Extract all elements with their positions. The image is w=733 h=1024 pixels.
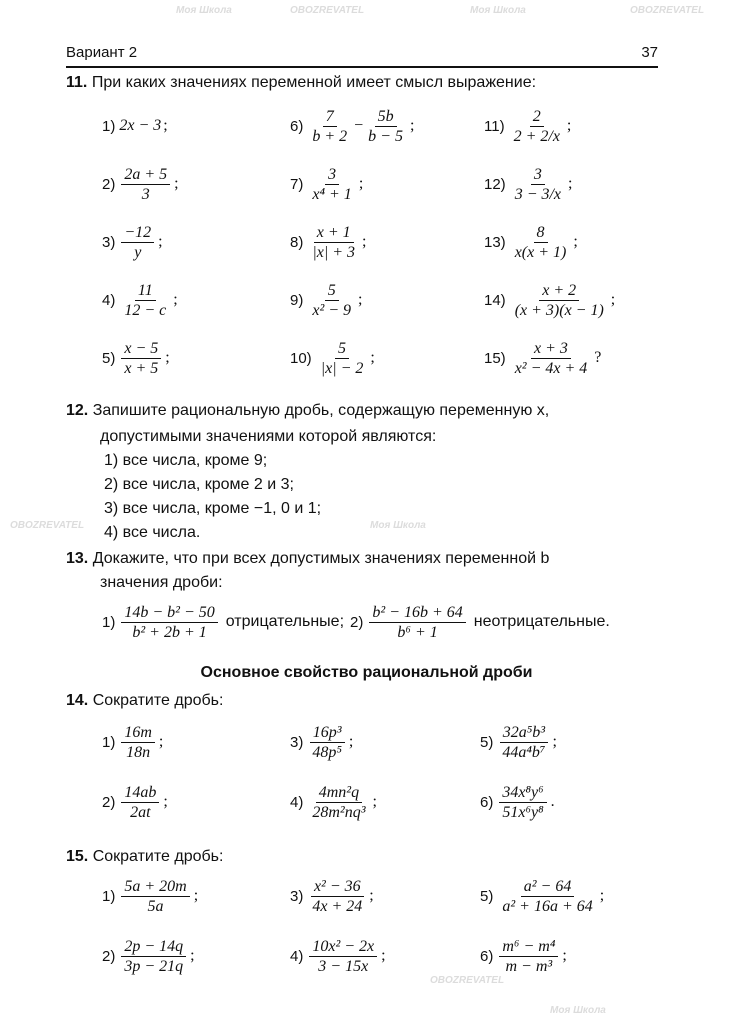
fraction [365,108,406,145]
watermark: OBOZREVATEL [430,975,505,986]
task15-heading [66,848,223,866]
item-label: 3) [290,887,304,905]
denominator: x(x + 1) [514,243,567,261]
fraction [309,784,368,821]
exercise-item [290,720,353,764]
exercise-item [290,336,375,380]
numerator: 2p − 14q [121,938,186,957]
denominator: x² − 9 [312,301,352,319]
denominator: 51x⁶y⁸ [502,803,544,821]
fraction: $\frac{\text{14b − b² − 50}}{\text{b² + 2b + 1}}$ [121,604,217,641]
punctuation: ; [358,175,364,192]
exercise-item [480,720,557,764]
denominator: |x| − 2 [320,359,364,377]
variant-title: Вариант 2 [66,44,138,61]
watermark: Моя Школа [370,520,426,531]
exercise-item [484,336,601,380]
exercise-item [480,874,604,918]
fraction [499,784,546,821]
punctuation: ; [409,117,415,134]
numerator: 8 [534,224,548,243]
punctuation: ; [362,233,367,250]
fraction [512,282,607,319]
denominator: b − 5 [368,127,403,145]
fraction [499,878,595,915]
numerator: x² − 36 [311,878,364,897]
punctuation: ; [358,291,363,308]
denominator: 12 − c [124,301,167,319]
item-label: 11) [484,117,505,135]
fraction [309,878,365,915]
fraction [499,724,548,761]
numerator: 5b [375,108,397,127]
numerator: 3 [531,166,545,185]
numerator: 2a + 5 [121,166,170,185]
item-label: 2) [102,793,116,811]
numerator: x + 3 [531,340,571,359]
exercise-item [484,104,571,148]
task14-heading [66,692,223,710]
item-label: 2) [102,947,116,965]
fraction [121,878,189,915]
punctuation: ; [369,887,374,904]
fraction: $\frac{\text{b² − 16b + 64}}{\text{b⁶ + 1}}$ [369,604,465,641]
fraction [121,340,161,377]
denominator: 28m²nq³ [312,803,366,821]
watermark: OBOZREVATEL [630,5,705,16]
expression: 2x − 3 [119,117,162,134]
item-label: 8) [290,233,304,251]
denominator: |x| + 3 [312,243,356,261]
exercise-item [102,780,168,824]
watermark: OBOZREVATEL [290,5,365,16]
item-label: 12) [484,175,506,193]
numerator: 14ab [121,784,159,803]
exercise-item [102,934,195,978]
fraction [121,224,154,261]
punctuation: ; [568,175,573,192]
fraction [512,340,591,377]
item-label: 5) [480,733,494,751]
item-label: 14) [484,291,506,309]
denominator: 2 + 2/x [513,127,560,145]
denominator: 44a⁴b⁷ [502,743,546,761]
numerator: −12 [121,224,154,243]
punctuation: ; [190,947,195,964]
denominator: (x + 3)(x − 1) [514,301,604,319]
task-number: 11. [66,74,88,91]
task12-option: 3) все числа, кроме −1, 0 и 1; [104,500,322,517]
fraction [499,938,558,975]
numerator: 4mn²q [316,784,362,803]
exercise-item: 6) $\frac{7}{b + 2}$ − $\frac{5b}{b - 5}$ ; [290,107,415,145]
watermark: OBOZREVATEL [10,520,85,531]
item-label: 9) [290,291,304,309]
task12-option: 1) все числа, кроме 9; [104,452,268,469]
task-number: 15. [66,848,89,865]
punctuation: ; [370,349,375,366]
fraction [121,282,169,319]
item-label: 2) [102,175,116,193]
task12-heading [66,402,549,420]
task-text: Сократите дробь: [92,848,224,865]
punctuation: ; [610,291,616,308]
item-label: 6) [480,947,494,965]
fraction [121,784,159,821]
punctuation: ; [165,349,170,366]
denominator: 3 − 3/x [514,185,562,203]
task-text: Докажите, что при всех допустимых значениях переменной b [92,550,550,567]
punctuation: ; [599,887,605,904]
item-label: 10) [290,349,312,367]
item-label: 13) [484,233,506,251]
punctuation: ; [158,233,163,250]
section-title: Основное свойство рациональной дроби [200,664,533,681]
denominator: 3 − 15x [318,957,369,975]
item-label: 4) [290,947,304,965]
exercise-item [102,874,198,918]
item-label: 3) [290,733,304,751]
denominator: 3p − 21q [124,957,184,975]
fraction [121,166,170,203]
exercise-item [102,162,179,206]
punctuation: ? [594,349,602,366]
fraction [512,166,564,203]
punctuation: ; [174,175,179,192]
exercise-item [484,162,572,206]
fraction [309,282,354,319]
exercise-item [484,278,615,322]
item-label: 4) [290,793,304,811]
punctuation: ; [193,887,199,904]
watermark: Моя Школа [470,5,526,16]
punctuation: ; [566,117,572,134]
item-label: 15) [484,349,506,367]
denominator: 2at [130,803,151,821]
task13-part1: 1) $\frac{\text{14b − b² − 50}}{\text{b² + 2b + 1}}$ отрицательные; 2) $\frac{\text{b² − 16b + 64}}{\text{b⁶ + 1}}$ неотрицательные. [102,603,610,641]
fraction [511,108,563,145]
denominator: m − m³ [505,957,553,975]
task-number: 12. [66,402,89,419]
numerator: 5 [335,340,349,359]
denominator: x² − 4x + 4 [514,359,588,377]
item-label: 1) [102,887,116,905]
page-number: 37 [641,44,658,61]
fraction [121,724,155,761]
punctuation: ; [562,947,567,964]
task12-option: 4) все числа. [104,524,201,541]
numerator: 5 [325,282,339,301]
fraction [309,108,350,145]
fraction [309,166,354,203]
item-label: 5) [102,349,116,367]
denominator: 5a [147,897,164,915]
item-label: 6) [480,793,494,811]
denominator: b + 2 [312,127,348,145]
numerator: 11 [135,282,156,301]
fraction [309,724,345,761]
watermark: Моя Школа [550,1005,606,1016]
exercise-item [102,104,168,148]
page-header [66,44,658,68]
numerator: x + 1 [314,224,354,243]
item-label: 5) [480,887,494,905]
item-label: 6) [290,117,304,135]
denominator: 48p⁵ [312,743,342,761]
numerator: 7 [323,108,337,127]
numerator: 34x⁸y⁶ [499,784,546,803]
item-label: 3) [102,233,116,251]
exercise-item [102,278,178,322]
denominator: 18n [126,743,151,761]
exercise-item [290,780,377,824]
task12-line2: допустимыми значениями которой являются: [100,428,437,445]
punctuation: ; [163,793,168,810]
numerator: 3 [325,166,339,185]
fraction [309,938,377,975]
task13-line2: значения дроби: [100,574,223,591]
task13-heading [66,550,549,568]
task11-heading [66,74,536,92]
numerator: 16p³ [310,724,345,743]
task12-option: 2) все числа, кроме 2 и 3; [104,476,294,493]
numerator: m⁶ − m⁴ [499,938,558,957]
punctuation: . [550,793,555,810]
numerator: 10x² − 2x [309,938,377,957]
item-label: 7) [290,175,304,193]
punctuation: ; [348,733,354,750]
item-label: 4) [102,291,116,309]
exercise-item [480,934,567,978]
task-text: Запишите рациональную дробь, содержащую переменную x, [92,402,550,419]
exercise-item [102,336,170,380]
exercise-item [290,934,386,978]
punctuation: ; [573,233,578,250]
denominator: y [134,243,142,261]
numerator: 16m [121,724,155,743]
exercise-item [102,720,163,764]
fraction [318,340,367,377]
exercise-item [290,162,363,206]
watermark: Моя Школа [176,5,232,16]
punctuation: ; [163,117,168,134]
fraction [512,224,570,261]
exercise-item [290,220,367,264]
task-text: При каких значениях переменной имеет смысл выражение: [91,74,537,91]
numerator: 2 [530,108,544,127]
fraction [121,938,186,975]
punctuation: ; [552,733,557,750]
numerator: x + 2 [539,282,579,301]
denominator: 4x + 24 [312,897,363,915]
fraction [309,224,358,261]
numerator: 32a⁵b³ [500,724,548,743]
punctuation: ; [381,947,386,964]
punctuation: ; [173,291,178,308]
exercise-item [290,874,374,918]
numerator: a² − 64 [521,878,575,897]
exercise-item [290,278,363,322]
numerator: x − 5 [121,340,161,359]
task-number: 14. [66,692,89,709]
exercise-item [102,220,163,264]
punctuation: ; [158,733,164,750]
denominator: x⁴ + 1 [312,185,352,203]
denominator: a² + 16a + 64 [502,897,593,915]
task-text: Сократите дробь: [92,692,224,709]
task-number: 13. [66,550,89,567]
exercise-item [484,220,578,264]
numerator: 5a + 20m [121,878,189,897]
item-label: 1) [102,733,116,751]
denominator: x + 5 [124,359,159,377]
punctuation: ; [372,793,377,810]
exercise-item [480,780,555,824]
denominator: 3 [141,185,150,203]
item-label: 1) [102,117,116,135]
